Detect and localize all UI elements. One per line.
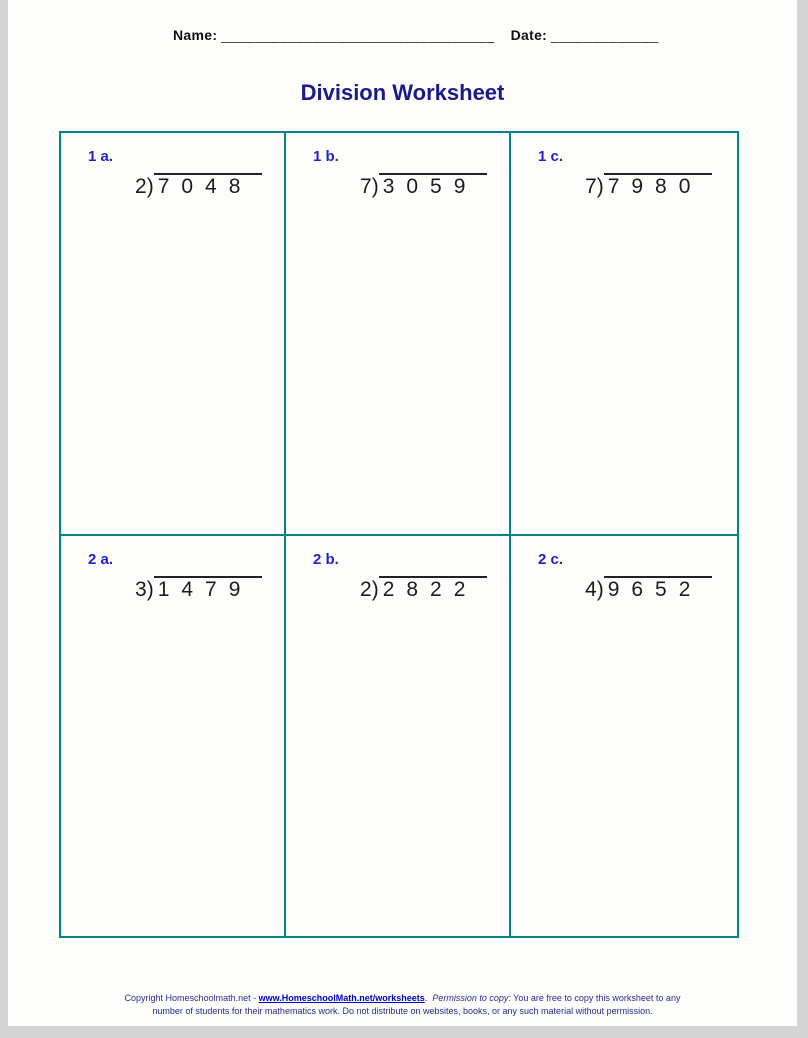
divisor: 2 [360,578,372,601]
problem-label: 1 c. [538,148,564,165]
long-division-expression [585,175,712,199]
worksheets-link[interactable]: www.HomeschoolMath.net/worksheets [258,993,425,1003]
problem-cell-2a [61,536,286,936]
problem-cell-1b [286,133,511,536]
division-bracket: ) [596,175,604,198]
division-bracket: ) [596,578,604,601]
long-division-expression [360,175,487,199]
divisor: 7 [360,175,372,198]
dividend: 3059 [379,173,488,198]
date-blank-line: _____________ [551,27,659,43]
division-bracket: ) [146,578,154,601]
dividend: 9652 [604,576,713,601]
problem-label: 2 c. [538,551,564,568]
dividend: 2822 [379,576,488,601]
problem-label: 2 a. [88,551,114,568]
problem-label: 1 a. [88,148,114,165]
copyright-text: Copyright Homeschoolmath.net - [124,993,259,1003]
division-bracket: ) [371,578,379,601]
footer-line-1 [63,992,743,1005]
dividend: 1479 [154,576,263,601]
divisor: 2 [135,175,147,198]
long-division-expression [135,578,262,602]
divisor: 3 [135,578,147,601]
link-period: . [424,993,433,1003]
long-division-expression [135,175,262,199]
permission-label: Permission to copy: [432,993,511,1003]
problem-cell-2b [286,536,511,936]
footer [8,992,797,1018]
worksheet-page [8,0,797,1026]
divisor: 7 [585,175,597,198]
long-division-expression [360,578,487,602]
dividend: 7048 [154,173,263,198]
name-date-row [173,27,659,43]
problem-cell-1c [511,133,737,536]
problem-cell-2c [511,536,737,936]
worksheet-title: Division Worksheet [300,80,505,105]
division-bracket: ) [371,175,379,198]
long-division-expression [585,578,712,602]
permission-text: You are free to copy this worksheet to any [510,993,681,1003]
problem-cell-1a [61,133,286,536]
dividend: 7980 [604,173,713,198]
name-label: Name: [173,27,218,43]
problem-label: 2 b. [313,551,339,568]
divisor: 4 [585,578,597,601]
footer-line-2: number of students for their mathematics work. Do not distribute on websites, books, or any such material without permission. [152,1006,653,1016]
name-blank-line: _________________________________ [221,27,495,43]
division-bracket: ) [146,175,154,198]
problem-label: 1 b. [313,148,339,165]
date-label: Date: [510,27,548,43]
problems-grid [59,131,739,938]
